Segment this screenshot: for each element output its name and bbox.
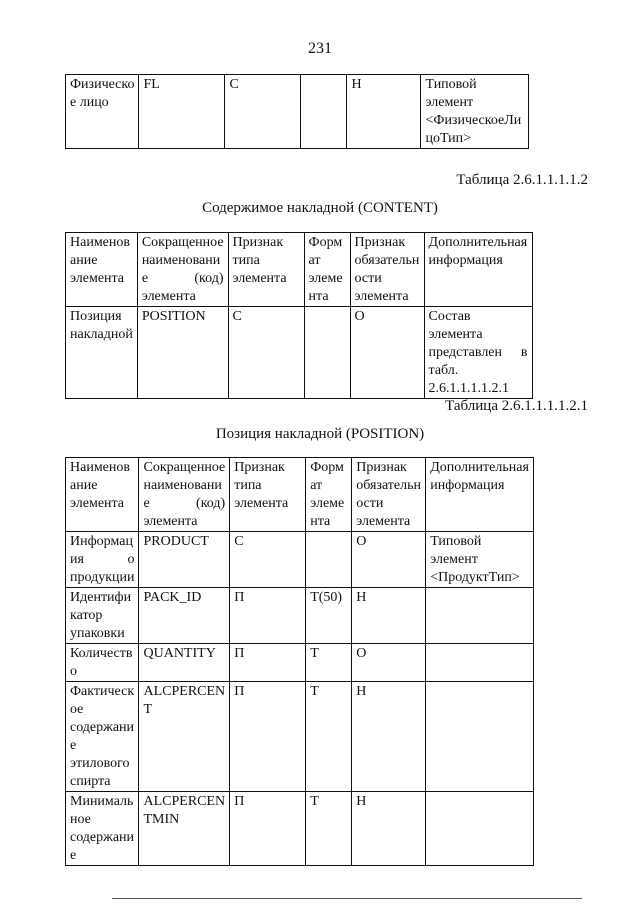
header-format: Форм ат элеме нта — [306, 458, 352, 532]
element-code-cell: PRODUCT — [139, 532, 230, 588]
header-format: Форм ат элеме нта — [304, 233, 350, 307]
table-title-content: Содержимое накладной (CONTENT) — [202, 200, 438, 216]
element-format-cell — [306, 532, 352, 588]
element-format-cell: Т — [306, 644, 352, 682]
table-title-position: Позиция накладной (POSITION) — [215, 426, 425, 442]
element-format-cell — [304, 307, 350, 399]
header-code: Сокращенное наименовани е (код) элемента — [137, 233, 228, 307]
element-info-cell — [426, 588, 534, 644]
element-name-cell: Минималь ное содержани е — [66, 792, 139, 866]
element-code-cell: POSITION — [137, 307, 228, 399]
element-format-cell — [301, 75, 347, 149]
element-format-cell: Т(50) — [306, 588, 352, 644]
header-name: Наименов ание элемента — [66, 233, 138, 307]
element-required-cell: Н — [352, 792, 426, 866]
element-required-cell: Н — [352, 682, 426, 792]
table-reference-position: Таблица 2.6.1.1.1.1.2.1 — [445, 398, 588, 414]
element-required-cell: О — [350, 307, 424, 399]
continuation-table — [65, 74, 529, 149]
table-row — [66, 307, 533, 399]
element-required-cell: О — [352, 644, 426, 682]
table-row — [66, 644, 534, 682]
element-info-cell — [426, 682, 534, 792]
element-code-cell: QUANTITY — [139, 644, 230, 682]
table-reference-content: Таблица 2.6.1.1.1.1.2 — [456, 172, 588, 188]
element-info-cell — [426, 644, 534, 682]
table-header-row — [66, 233, 533, 307]
element-name-cell: Количеств о — [66, 644, 139, 682]
element-type-cell: П — [230, 588, 306, 644]
element-type-cell: П — [230, 792, 306, 866]
table-row — [66, 532, 534, 588]
element-name-cell: Фактическ ое содержани е этилового спирта — [66, 682, 139, 792]
element-required-cell: О — [352, 532, 426, 588]
table-row — [66, 588, 534, 644]
element-type-cell: С — [230, 532, 306, 588]
element-format-cell: Т — [306, 682, 352, 792]
element-name-cell: Идентифи катор упаковки — [66, 588, 139, 644]
element-info-cell: Состав элемента представлен в табл. 2.6.1.1.1.1.2.1 — [424, 307, 532, 399]
header-info: Дополнительная информация — [426, 458, 534, 532]
element-required-cell: Н — [347, 75, 421, 149]
element-info-cell — [426, 792, 534, 866]
page-bottom-rule — [112, 898, 582, 899]
page-number: 231 — [308, 40, 332, 57]
table-row — [66, 792, 534, 866]
element-info-cell: Типовой элемент <ФизическоеЛи цоТип> — [421, 75, 529, 149]
header-required: Признак обязательн ости элемента — [350, 233, 424, 307]
header-required: Признак обязательн ости элемента — [352, 458, 426, 532]
element-code-cell: ALCPERCEN TMIN — [139, 792, 230, 866]
element-format-cell: Т — [306, 792, 352, 866]
element-type-cell: С — [228, 307, 304, 399]
element-name-cell: Физическо е лицо — [66, 75, 139, 149]
content-table — [65, 232, 533, 399]
table-header-row — [66, 458, 534, 532]
table-row — [66, 682, 534, 792]
header-type: Признак типа элемента — [230, 458, 306, 532]
position-table — [65, 457, 534, 866]
element-type-cell: П — [230, 682, 306, 792]
element-name-cell: Позиция накладной — [66, 307, 138, 399]
element-info-cell: Типовой элемент <ПродуктТип> — [426, 532, 534, 588]
header-name: Наименов ание элемента — [66, 458, 139, 532]
element-name-cell: Информац ия о продукции — [66, 532, 139, 588]
element-code-cell: FL — [139, 75, 225, 149]
element-type-cell: П — [230, 644, 306, 682]
header-code: Сокращенное наименовани е (код) элемента — [139, 458, 230, 532]
header-info: Дополнительная информация — [424, 233, 532, 307]
element-type-cell: С — [225, 75, 301, 149]
header-type: Признак типа элемента — [228, 233, 304, 307]
element-code-cell: PACK_ID — [139, 588, 230, 644]
element-code-cell: ALCPERCEN T — [139, 682, 230, 792]
element-required-cell: Н — [352, 588, 426, 644]
table-row — [66, 75, 529, 149]
